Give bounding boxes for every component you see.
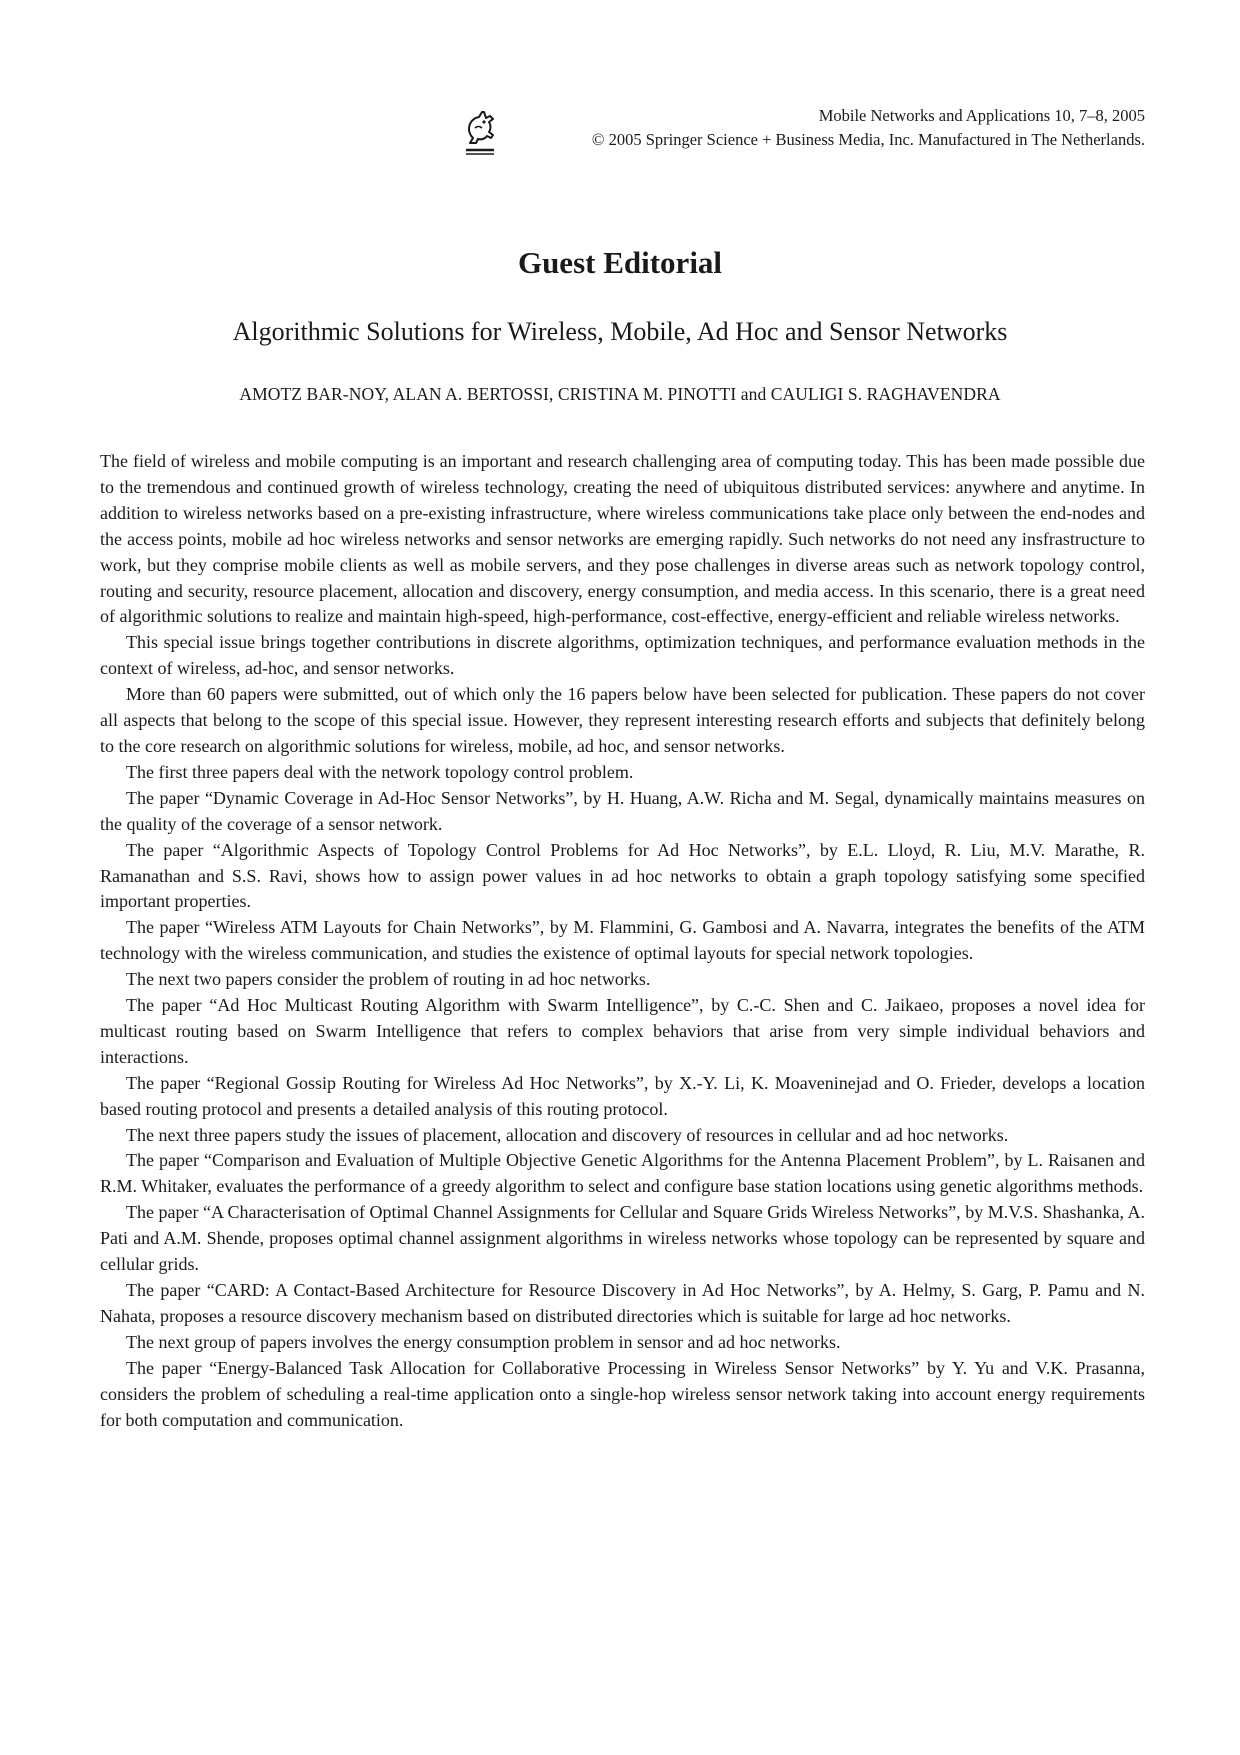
body-paragraph: The paper “Dynamic Coverage in Ad-Hoc Sensor Networks”, by H. Huang, A.W. Richa and M. Segal, dynamically maintains measures on the quality of the coverage of a sensor network. <box>100 787 1145 834</box>
article-subtitle: Algorithmic Solutions for Wireless, Mobile, Ad Hoc and Sensor Networks <box>232 317 1008 346</box>
body-paragraph: The paper “CARD: A Contact-Based Architecture for Resource Discovery in Ad Hoc Networks”, by A. Helmy, S. Garg, P. Pamu and N. Nahata, proposes a resource discovery mechanism based on distributed directories which is suitable for large ad hoc networks. <box>100 1280 1145 1326</box>
article-title: Guest Editorial <box>517 245 723 280</box>
copyright-line: © 2005 Springer Science + Business Media, Inc. Manufactured in The Netherlands. <box>591 130 1145 149</box>
body-paragraph: The first three papers deal with the network topology control problem. <box>126 761 634 782</box>
body-paragraph: The paper “Wireless ATM Layouts for Chain Networks”, by M. Flammini, G. Gambosi and A. Navarra, integrates the benefits of the ATM technology with the wireless communication, and studies the existence of optimal layouts for special network topologies. <box>100 917 1145 964</box>
body-paragraph: The next three papers study the issues of placement, allocation and discovery of resources in cellular and ad hoc networks. <box>126 1124 1009 1145</box>
article-authors: AMOTZ BAR-NOY, ALAN A. BERTOSSI, CRISTINA M. PINOTTI and CAULIGI S. RAGHAVENDRA <box>239 384 1001 404</box>
body-paragraph: The paper “Ad Hoc Multicast Routing Algorithm with Swarm Intelligence”, by C.-C. Shen and C. Jaikaeo, proposes a novel idea for multicast routing based on Swarm Intelligence that refers to complex behaviors that arise from very simple individual behaviors and interactions. <box>100 995 1145 1067</box>
body-paragraph: The paper “A Characterisation of Optimal Channel Assignments for Cellular and Square Grids Wireless Networks”, by M.V.S. Shashanka, A. Pati and A.M. Shende, proposes optimal channel assignment algorithms in wireless networks whose topology can be represented by square and cellular grids. <box>100 1202 1145 1275</box>
journal-line: Mobile Networks and Applications 10, 7–8, 2005 <box>818 106 1145 125</box>
body-paragraph: The paper “Algorithmic Aspects of Topology Control Problems for Ad Hoc Networks”, by E.L. Lloyd, R. Liu, M.V. Marathe, R. Ramanathan and S.S. Ravi, shows how to assign power values in ad hoc networks to obtain a graph topology satisfying some specified important properties. <box>100 839 1145 912</box>
body-paragraph: The paper “Regional Gossip Routing for Wireless Ad Hoc Networks”, by X.-Y. Li, K. Moaveninejad and O. Frieder, develops a location based routing protocol and presents a detailed analysis of this routing protocol. <box>100 1072 1145 1119</box>
journal-header <box>460 104 1145 164</box>
body-paragraph: The paper “Energy-Balanced Task Allocation for Collaborative Processing in Wireless Sensor Networks” by Y. Yu and V.K. Prasanna, considers the problem of scheduling a real-time application onto a single-hop wireless sensor network taking into account energy requirements for both computation and communication. <box>100 1357 1145 1430</box>
body-paragraph: The next group of papers involves the energy consumption problem in sensor and ad hoc networks. <box>126 1331 841 1352</box>
body-paragraph: The next two papers consider the problem of routing in ad hoc networks. <box>126 969 651 990</box>
journal-citation <box>592 104 1145 152</box>
body-paragraph: The paper “Comparison and Evaluation of Multiple Objective Genetic Algorithms for the Antenna Placement Problem”, by L. Raisanen and R.M. Whitaker, evaluates the performance of a greedy algorithm to select and configure base station locations using genetic algorithms methods. <box>100 1150 1145 1197</box>
body-paragraph: This special issue brings together contributions in discrete algorithms, optimization techniques, and performance evaluation methods in the context of wireless, ad-hoc, and sensor networks. <box>100 632 1145 679</box>
body-paragraph: The field of wireless and mobile computing is an important and research challenging area of computing today. This has been made possible due to the tremendous and continued growth of wireless technology, creating the need of ubiquitous distributed services: anywhere and anytime. In addition to wireless networks based on a pre-existing infrastructure, where wireless communications take place only between the end-nodes and the access points, mobile ad hoc wireless networks and sensor networks are emerging rapidly. Such networks do not need any insfrastructure to work, but they comprise mobile clients as well as mobile servers, and they pose challenges in diverse areas such as network topology control, routing and security, resource placement, allocation and discovery, energy consumption, and media access. In this scenario, there is a great need of algorithmic solutions to realize and maintain high-speed, high-performance, cost-effective, energy-efficient and reliable wireless networks. <box>100 451 1145 627</box>
article-body <box>100 449 1145 1433</box>
springer-horse-logo-icon <box>460 108 500 156</box>
body-paragraph: More than 60 papers were submitted, out of which only the 16 papers below have been selected for publication. These papers do not cover all aspects that belong to the scope of this special issue. However, they represent interesting research efforts and subjects that definitely belong to the core research on algorithmic solutions for wireless, mobile, ad hoc, and sensor networks. <box>100 684 1145 756</box>
